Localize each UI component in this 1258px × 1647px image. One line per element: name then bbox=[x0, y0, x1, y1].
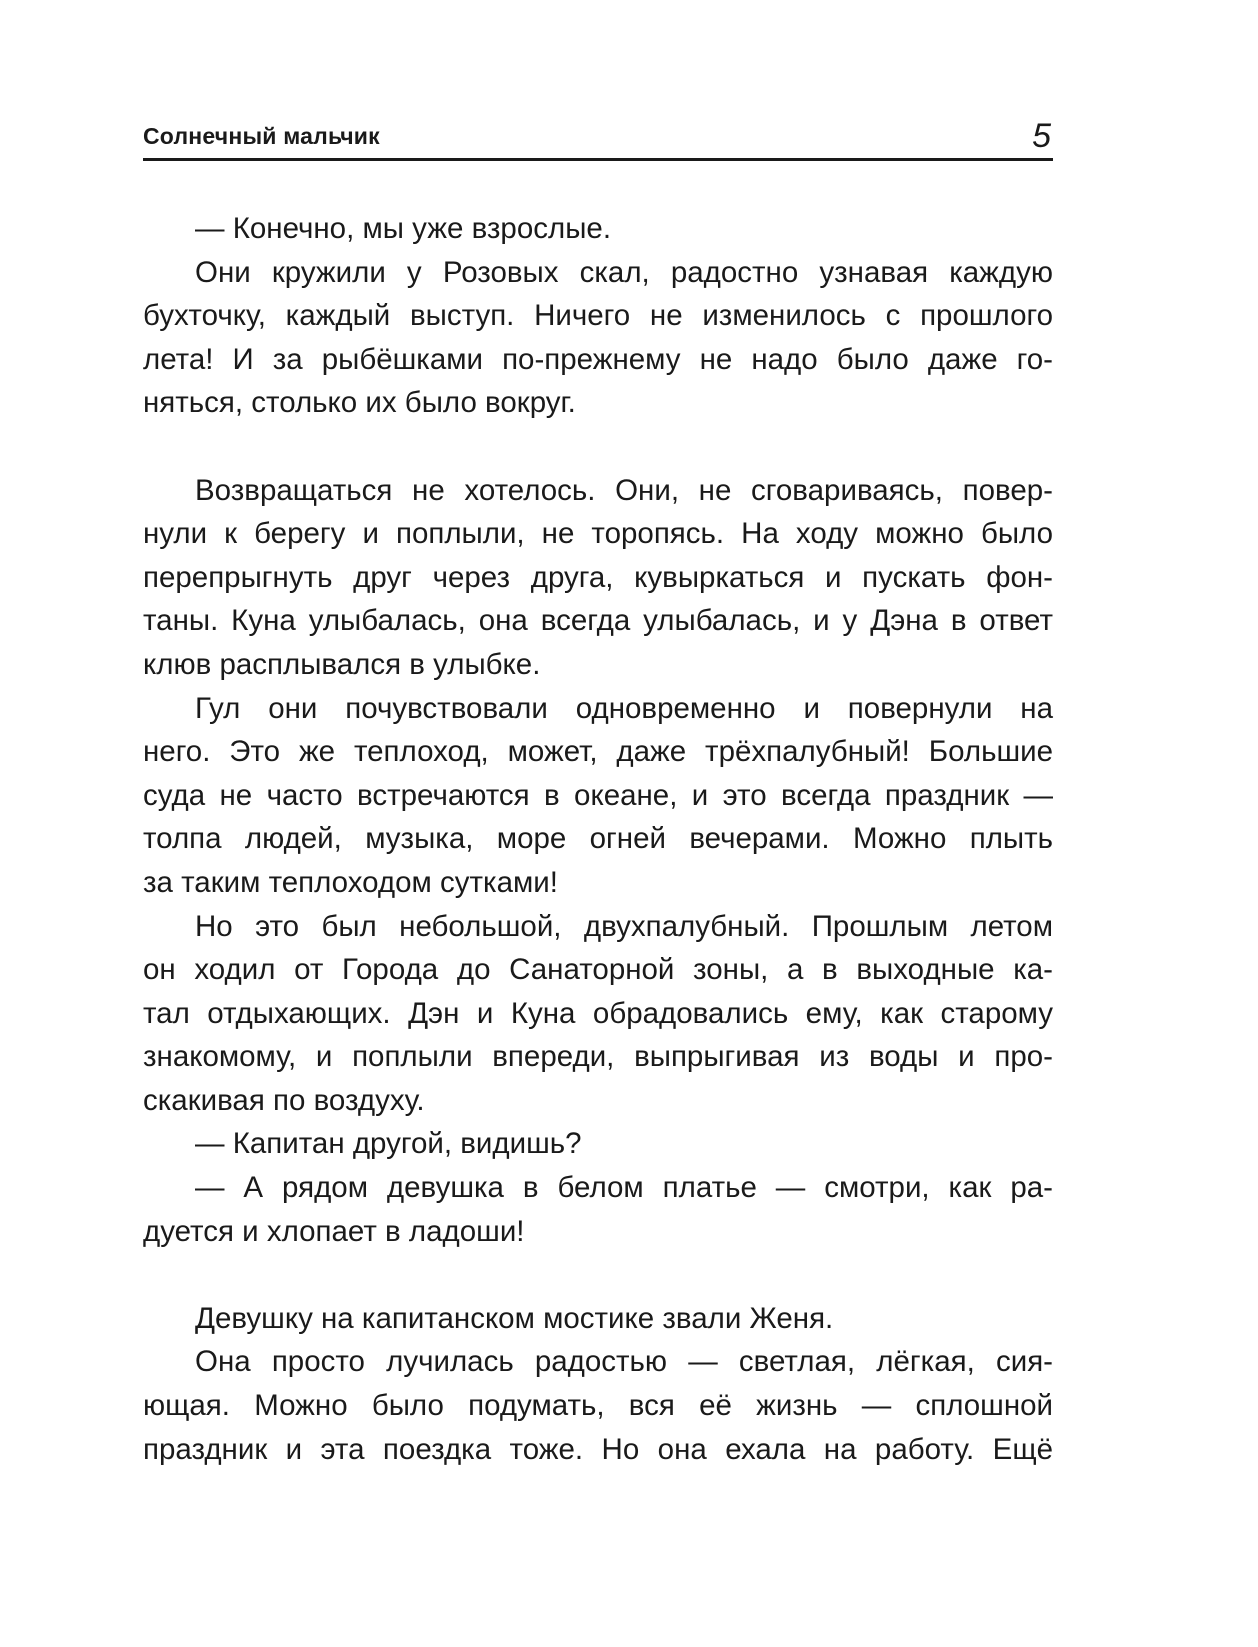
text-line: тал отдыхающих. Дэн и Куна обрадовались ему, как старому bbox=[143, 996, 1053, 1030]
text-line: Возвращаться не хотелось. Они, не сговариваясь, повер- bbox=[195, 473, 1053, 507]
page-header bbox=[143, 108, 1053, 161]
text-line: за таким теплоходом сутками! bbox=[143, 865, 558, 899]
text-line: Но это был небольшой, двухпалубный. Прошлым летом bbox=[195, 909, 1053, 943]
text-line: — Конечно, мы уже взрослые. bbox=[195, 212, 612, 245]
section-break bbox=[143, 425, 1053, 469]
paragraph bbox=[143, 1297, 1053, 1341]
text-line: нули к берегу и поплыли, не торопясь. На ходу можно было bbox=[143, 517, 1053, 551]
text-line: толпа людей, музыка, море огней вечерами. Можно плыть bbox=[143, 822, 1053, 856]
body-text bbox=[143, 207, 1053, 1471]
text-line: клюв расплывался в улыбке. bbox=[143, 647, 541, 681]
text-line: Они кружили у Розовых скал, радостно узнавая каждую bbox=[195, 255, 1053, 289]
paragraph bbox=[143, 1166, 1053, 1253]
text-line: — Капитан другой, видишь? bbox=[195, 1127, 582, 1161]
text-line: ющая. Можно было подумать, вся её жизнь — сплошной bbox=[143, 1389, 1053, 1423]
text-line: него. Это же теплоход, может, даже трёхпалубный! Большие bbox=[143, 735, 1053, 769]
paragraph bbox=[143, 1122, 1053, 1166]
text-line: Девушку на капитанском мостике звали Женя. bbox=[195, 1301, 834, 1335]
text-line: лета! И за рыбёшками по-прежнему не надо было даже го- bbox=[143, 342, 1053, 376]
paragraph bbox=[143, 469, 1053, 687]
paragraph bbox=[143, 1340, 1053, 1471]
text-line: знакомому, и поплыли впереди, выпрыгивая из воды и про- bbox=[143, 1040, 1053, 1074]
text-line: дуется и хлопает в ладоши! bbox=[143, 1214, 525, 1248]
text-line: праздник и эта поездка тоже. Но она ехала на работу. Ещё bbox=[143, 1432, 1053, 1466]
page-number: 5 bbox=[1032, 117, 1051, 155]
text-line: перепрыгнуть друг через друга, кувыркаться и пускать фон- bbox=[143, 560, 1053, 594]
text-line: таны. Куна улыбалась, она всегда улыбалась, и у Дэна в ответ bbox=[143, 604, 1053, 638]
paragraph bbox=[143, 687, 1053, 905]
text-line: Она просто лучилась радостью — светлая, лёгкая, сия- bbox=[195, 1345, 1053, 1379]
running-title: Солнечный мальчик bbox=[143, 123, 380, 149]
text-line: скакивая по воздуху. bbox=[143, 1083, 425, 1117]
text-line: суда не часто встречаются в океане, и это всегда праздник — bbox=[143, 778, 1053, 812]
text-line: Гул они почувствовали одновременно и повернули на bbox=[195, 691, 1053, 725]
paragraph bbox=[143, 251, 1053, 425]
text-line: бухточку, каждый выступ. Ничего не изменилось с прошлого bbox=[143, 299, 1053, 333]
paragraph bbox=[143, 905, 1053, 1123]
paragraph bbox=[143, 207, 1053, 251]
text-line: — А рядом девушка в белом платье — смотри, как ра- bbox=[195, 1171, 1053, 1205]
text-line: няться, столько их было вокруг. bbox=[143, 386, 576, 420]
text-line: он ходил от Города до Санаторной зоны, а в выходные ка- bbox=[143, 953, 1053, 987]
section-break bbox=[143, 1253, 1053, 1297]
